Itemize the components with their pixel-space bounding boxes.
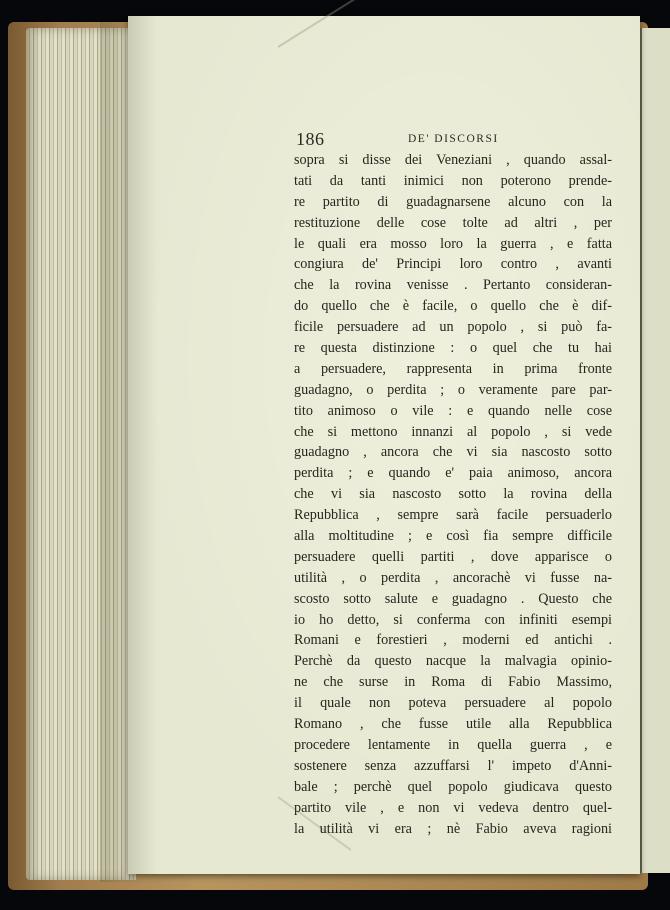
text-line: do quello che è facile, o quello che è dif- (294, 298, 612, 315)
text-line: perdita ; e quando e' paia animoso, ancora (294, 465, 612, 482)
text-line: il quale non poteva persuadere al popolo (294, 695, 612, 712)
facing-page-edge (640, 28, 670, 873)
text-line: restituzione delle cose tolte ad altri , per (294, 214, 612, 231)
text-line: persuadere quelli partiti , dove apparisce o (294, 548, 612, 565)
text-line: re questa distinzione : o quel che tu hai (294, 340, 612, 357)
text-line: bale ; perchè quel popolo giudicava questo (294, 778, 612, 795)
text-line: utilità , o perdita , ancorachè vi fusse na- (294, 569, 612, 586)
text-line: sopra si disse dei Veneziani , quando assal- (294, 152, 612, 168)
text-line: la utilità vi era ; nè Fabio aveva ragioni (294, 820, 612, 837)
text-line: guadagno, o perdita ; o veramente pare par- (294, 381, 612, 398)
text-line: che vi sia nascosto sotto la rovina della (294, 486, 612, 503)
text-line: sostenere senza azzuffarsi l' impeto d'Anni- (294, 757, 612, 774)
text-line: Perchè da questo nacque la malvagia opinio- (294, 653, 612, 670)
text-line: io ho detto, si conferma con infiniti esempi (294, 611, 612, 628)
text-line: tito animoso o vile : e quando nelle cose (294, 402, 612, 419)
body-text (294, 150, 612, 839)
text-line: Repubblica , sempre sarà facile persuaderlo (294, 507, 612, 524)
text-line: Romano , che fusse utile alla Repubblica (294, 716, 612, 733)
text-line: alla moltitudine ; e così fia sempre difficile (294, 528, 612, 545)
page-number: 186 (296, 129, 325, 149)
text-line: Romani e forestieri , moderni ed antichi . (294, 632, 612, 649)
fold-crease (277, 0, 380, 48)
text-line: congiura de' Principi loro contro , avanti (294, 256, 612, 273)
text-line: scosto sotto salute e guadagno . Questo che (294, 590, 612, 607)
text-line: tati da tanti inimici non poterono prende- (294, 172, 612, 189)
page-header (296, 129, 614, 151)
text-line: partito vile , e non vi vedeva dentro quel- (294, 799, 612, 816)
text-line: ne che surse in Roma di Fabio Massimo, (294, 674, 612, 691)
text-line: re partito di guadagnarsene alcuno con la (294, 193, 612, 210)
text-line: che si mettono innanzi al popolo , si vede (294, 423, 612, 440)
running-head: DE' DISCORSI (408, 133, 499, 145)
text-line: a persuadere, rappresenta in prima fronte (294, 360, 612, 377)
text-line: ficile persuadere ad un popolo , si può fa- (294, 319, 612, 336)
text-line: procedere lentamente in quella guerra , e (294, 736, 612, 753)
text-line: che la rovina venisse . Pertanto consideran- (294, 277, 612, 294)
text-line: le quali era mosso loro la guerra , e fatta (294, 235, 612, 252)
text-line: guadagno , ancora che vi sia nascosto sotto (294, 444, 612, 461)
